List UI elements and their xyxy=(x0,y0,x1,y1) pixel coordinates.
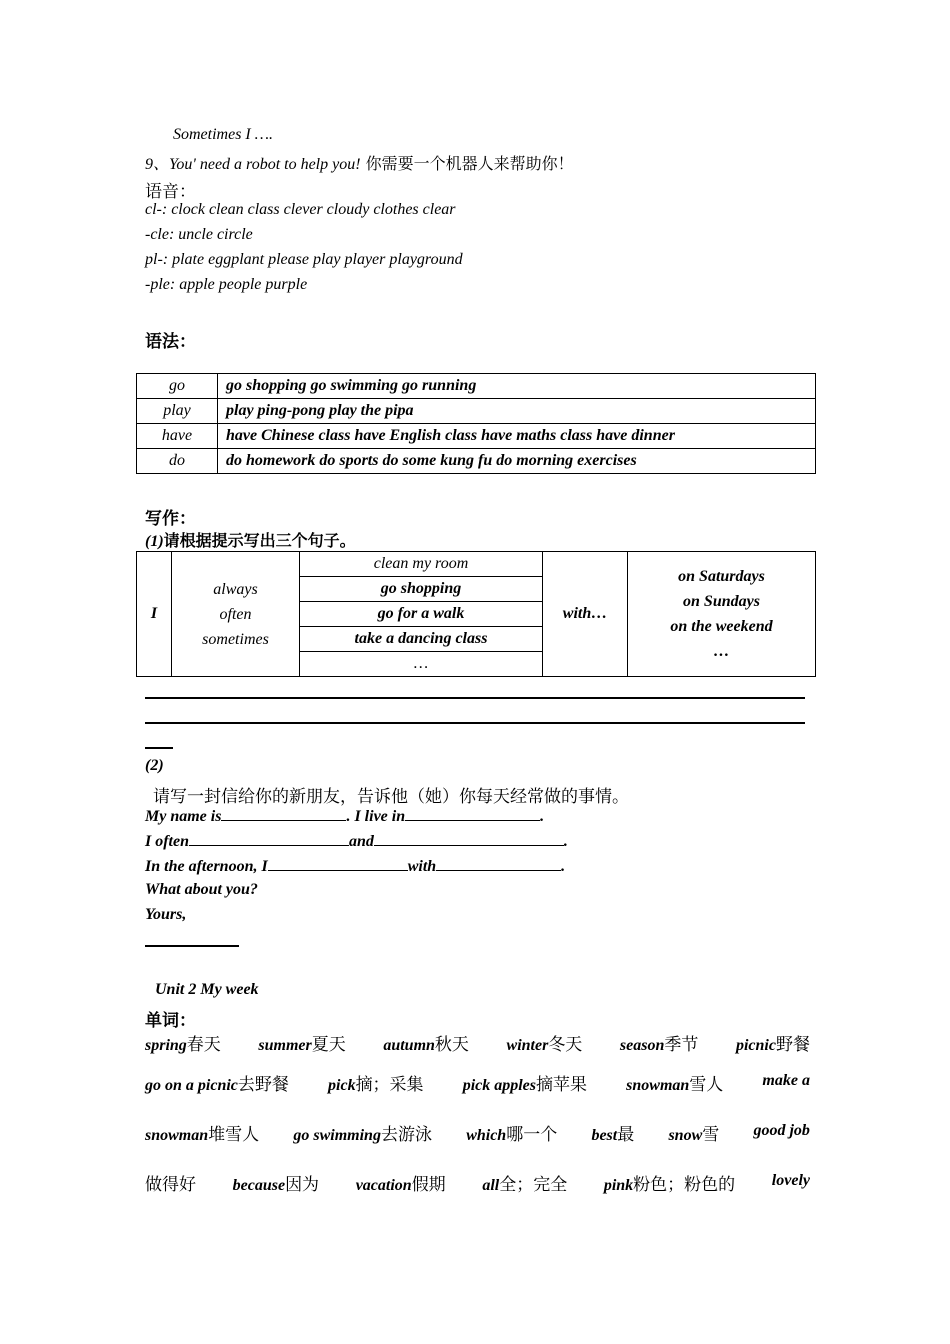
vocab-item: good job xyxy=(753,1122,810,1139)
activity-cell: clean my room xyxy=(300,552,543,577)
grammar-value: do homework do sports do some kung fu do morning exercises xyxy=(218,449,816,474)
prompt-2-text: 请写一封信给你的新朋友，告诉他（她）你每天经常做的事情。 xyxy=(153,787,629,807)
letter-line-4: What about you? xyxy=(145,881,258,898)
time-saturdays: on Saturdays xyxy=(678,568,765,585)
answer-line[interactable] xyxy=(145,697,805,699)
often-blank-2[interactable] xyxy=(374,831,564,846)
unit-title: Unit 2 My week xyxy=(155,981,259,998)
sentence-table xyxy=(136,551,816,677)
vocab-item: go on a picnic去野餐 xyxy=(145,1075,289,1095)
vocab-item: summer夏天 xyxy=(258,1035,346,1055)
often-blank-1[interactable] xyxy=(189,831,349,846)
letter-line-1 xyxy=(145,806,544,826)
activity-cell: … xyxy=(300,652,543,677)
frequency-often: often xyxy=(219,605,252,623)
grammar-key: go xyxy=(137,374,218,399)
time-sundays: on Sundays xyxy=(683,593,760,610)
name-blank[interactable] xyxy=(221,806,346,821)
prompt-1-label: (1) xyxy=(145,533,164,550)
subject-cell: I xyxy=(137,552,172,677)
with-cell: with… xyxy=(543,552,628,677)
writing-title: 写作： xyxy=(145,509,196,529)
letter-line-2 xyxy=(145,831,568,851)
signature-line[interactable] xyxy=(145,945,239,947)
frequency-cell xyxy=(172,552,300,677)
vocab-row xyxy=(145,1030,810,1055)
vocab-item: all全；完全 xyxy=(482,1175,568,1195)
letter-line-5: Yours, xyxy=(145,906,187,923)
vocab-item: pink粉色；粉色的 xyxy=(603,1175,736,1195)
phonics-line-ple: -ple: apple people purple xyxy=(145,276,308,293)
letter-period: . xyxy=(540,808,545,825)
item-9-english: 9、You' need a robot to help you! xyxy=(145,156,361,173)
sometimes-line: Sometimes I …. xyxy=(173,126,273,143)
grammar-value: go shopping go swimming go running xyxy=(218,374,816,399)
grammar-table xyxy=(136,373,816,474)
answer-line[interactable] xyxy=(145,747,173,749)
afternoon-blank[interactable] xyxy=(268,856,408,871)
item-9-chinese: 你需要一个机器人来帮助你！ xyxy=(365,154,574,173)
grammar-key: play xyxy=(137,399,218,424)
letter-with-label: with xyxy=(407,858,437,875)
letter-period: . xyxy=(561,858,566,875)
activity-cell: go for a walk xyxy=(300,602,543,627)
vocab-row xyxy=(145,1070,810,1095)
writing-prompt-1 xyxy=(145,528,356,551)
vocab-item: which哪一个 xyxy=(466,1125,558,1145)
table-row xyxy=(137,374,816,399)
letter-period: . xyxy=(563,833,568,850)
phonics-title: 语音： xyxy=(145,182,196,202)
vocab-item: season季节 xyxy=(619,1035,699,1055)
vocab-item: because因为 xyxy=(232,1175,320,1195)
table-row xyxy=(137,424,816,449)
vocab-row xyxy=(145,1170,810,1195)
grammar-key: do xyxy=(137,449,218,474)
vocab-item: pick apples摘苹果 xyxy=(462,1075,588,1095)
vocab-item: snowman堆雪人 xyxy=(145,1125,260,1145)
vocab-item: autumn秋天 xyxy=(383,1035,469,1055)
prompt-2-label: (2) xyxy=(145,757,164,774)
letter-name-label: My name is xyxy=(145,808,222,825)
vocab-item: snowman雪人 xyxy=(626,1075,724,1095)
vocab-item: winter冬天 xyxy=(506,1035,583,1055)
vocab-item: lovely xyxy=(771,1172,810,1189)
vocab-item: spring春天 xyxy=(145,1035,221,1055)
grammar-value: have Chinese class have English class have maths class have dinner xyxy=(218,424,816,449)
vocab-item: go swimming去游泳 xyxy=(293,1125,432,1145)
vocab-item: vacation假期 xyxy=(355,1175,446,1195)
time-cell xyxy=(628,552,816,677)
phonics-line-pl: pl-: plate eggplant please play player playground xyxy=(145,251,463,268)
phonics-line-cle: -cle: uncle circle xyxy=(145,226,253,243)
frequency-sometimes: sometimes xyxy=(202,630,269,648)
vocab-item: picnic野餐 xyxy=(735,1035,810,1055)
time-weekend: on the weekend xyxy=(670,618,773,635)
time-ellipsis: … xyxy=(713,643,730,660)
vocab-row xyxy=(145,1120,810,1145)
letter-often-label: I often xyxy=(145,833,189,850)
answer-line[interactable] xyxy=(145,722,805,724)
phonics-line-cl: cl-: clock clean class clever cloudy clothes clear xyxy=(145,201,456,218)
activity-cell: take a dancing class xyxy=(300,627,543,652)
letter-afternoon-label: In the afternoon, I xyxy=(145,858,268,875)
letter-and-label: and xyxy=(349,833,374,850)
vocab-item: make a xyxy=(762,1072,810,1089)
grammar-key: have xyxy=(137,424,218,449)
vocab-item: best最 xyxy=(591,1125,635,1145)
with-blank[interactable] xyxy=(436,856,561,871)
grammar-value: play ping-pong play the pipa xyxy=(218,399,816,424)
vocab-item: 做得好 xyxy=(145,1175,196,1195)
vocab-item: pick摘；采集 xyxy=(328,1075,424,1095)
letter-line-3 xyxy=(145,856,565,876)
frequency-always: always xyxy=(213,580,258,598)
city-blank[interactable] xyxy=(405,806,540,821)
table-row xyxy=(137,399,816,424)
vocab-item: snow雪 xyxy=(668,1125,720,1145)
grammar-title: 语法： xyxy=(145,332,196,352)
item-9 xyxy=(145,151,574,174)
letter-live-label: . I live in xyxy=(346,808,406,825)
prompt-1-text: 请根据提示写出三个句子。 xyxy=(163,531,356,550)
table-row xyxy=(137,449,816,474)
activity-cell: go shopping xyxy=(300,577,543,602)
vocab-title: 单词： xyxy=(145,1011,196,1031)
